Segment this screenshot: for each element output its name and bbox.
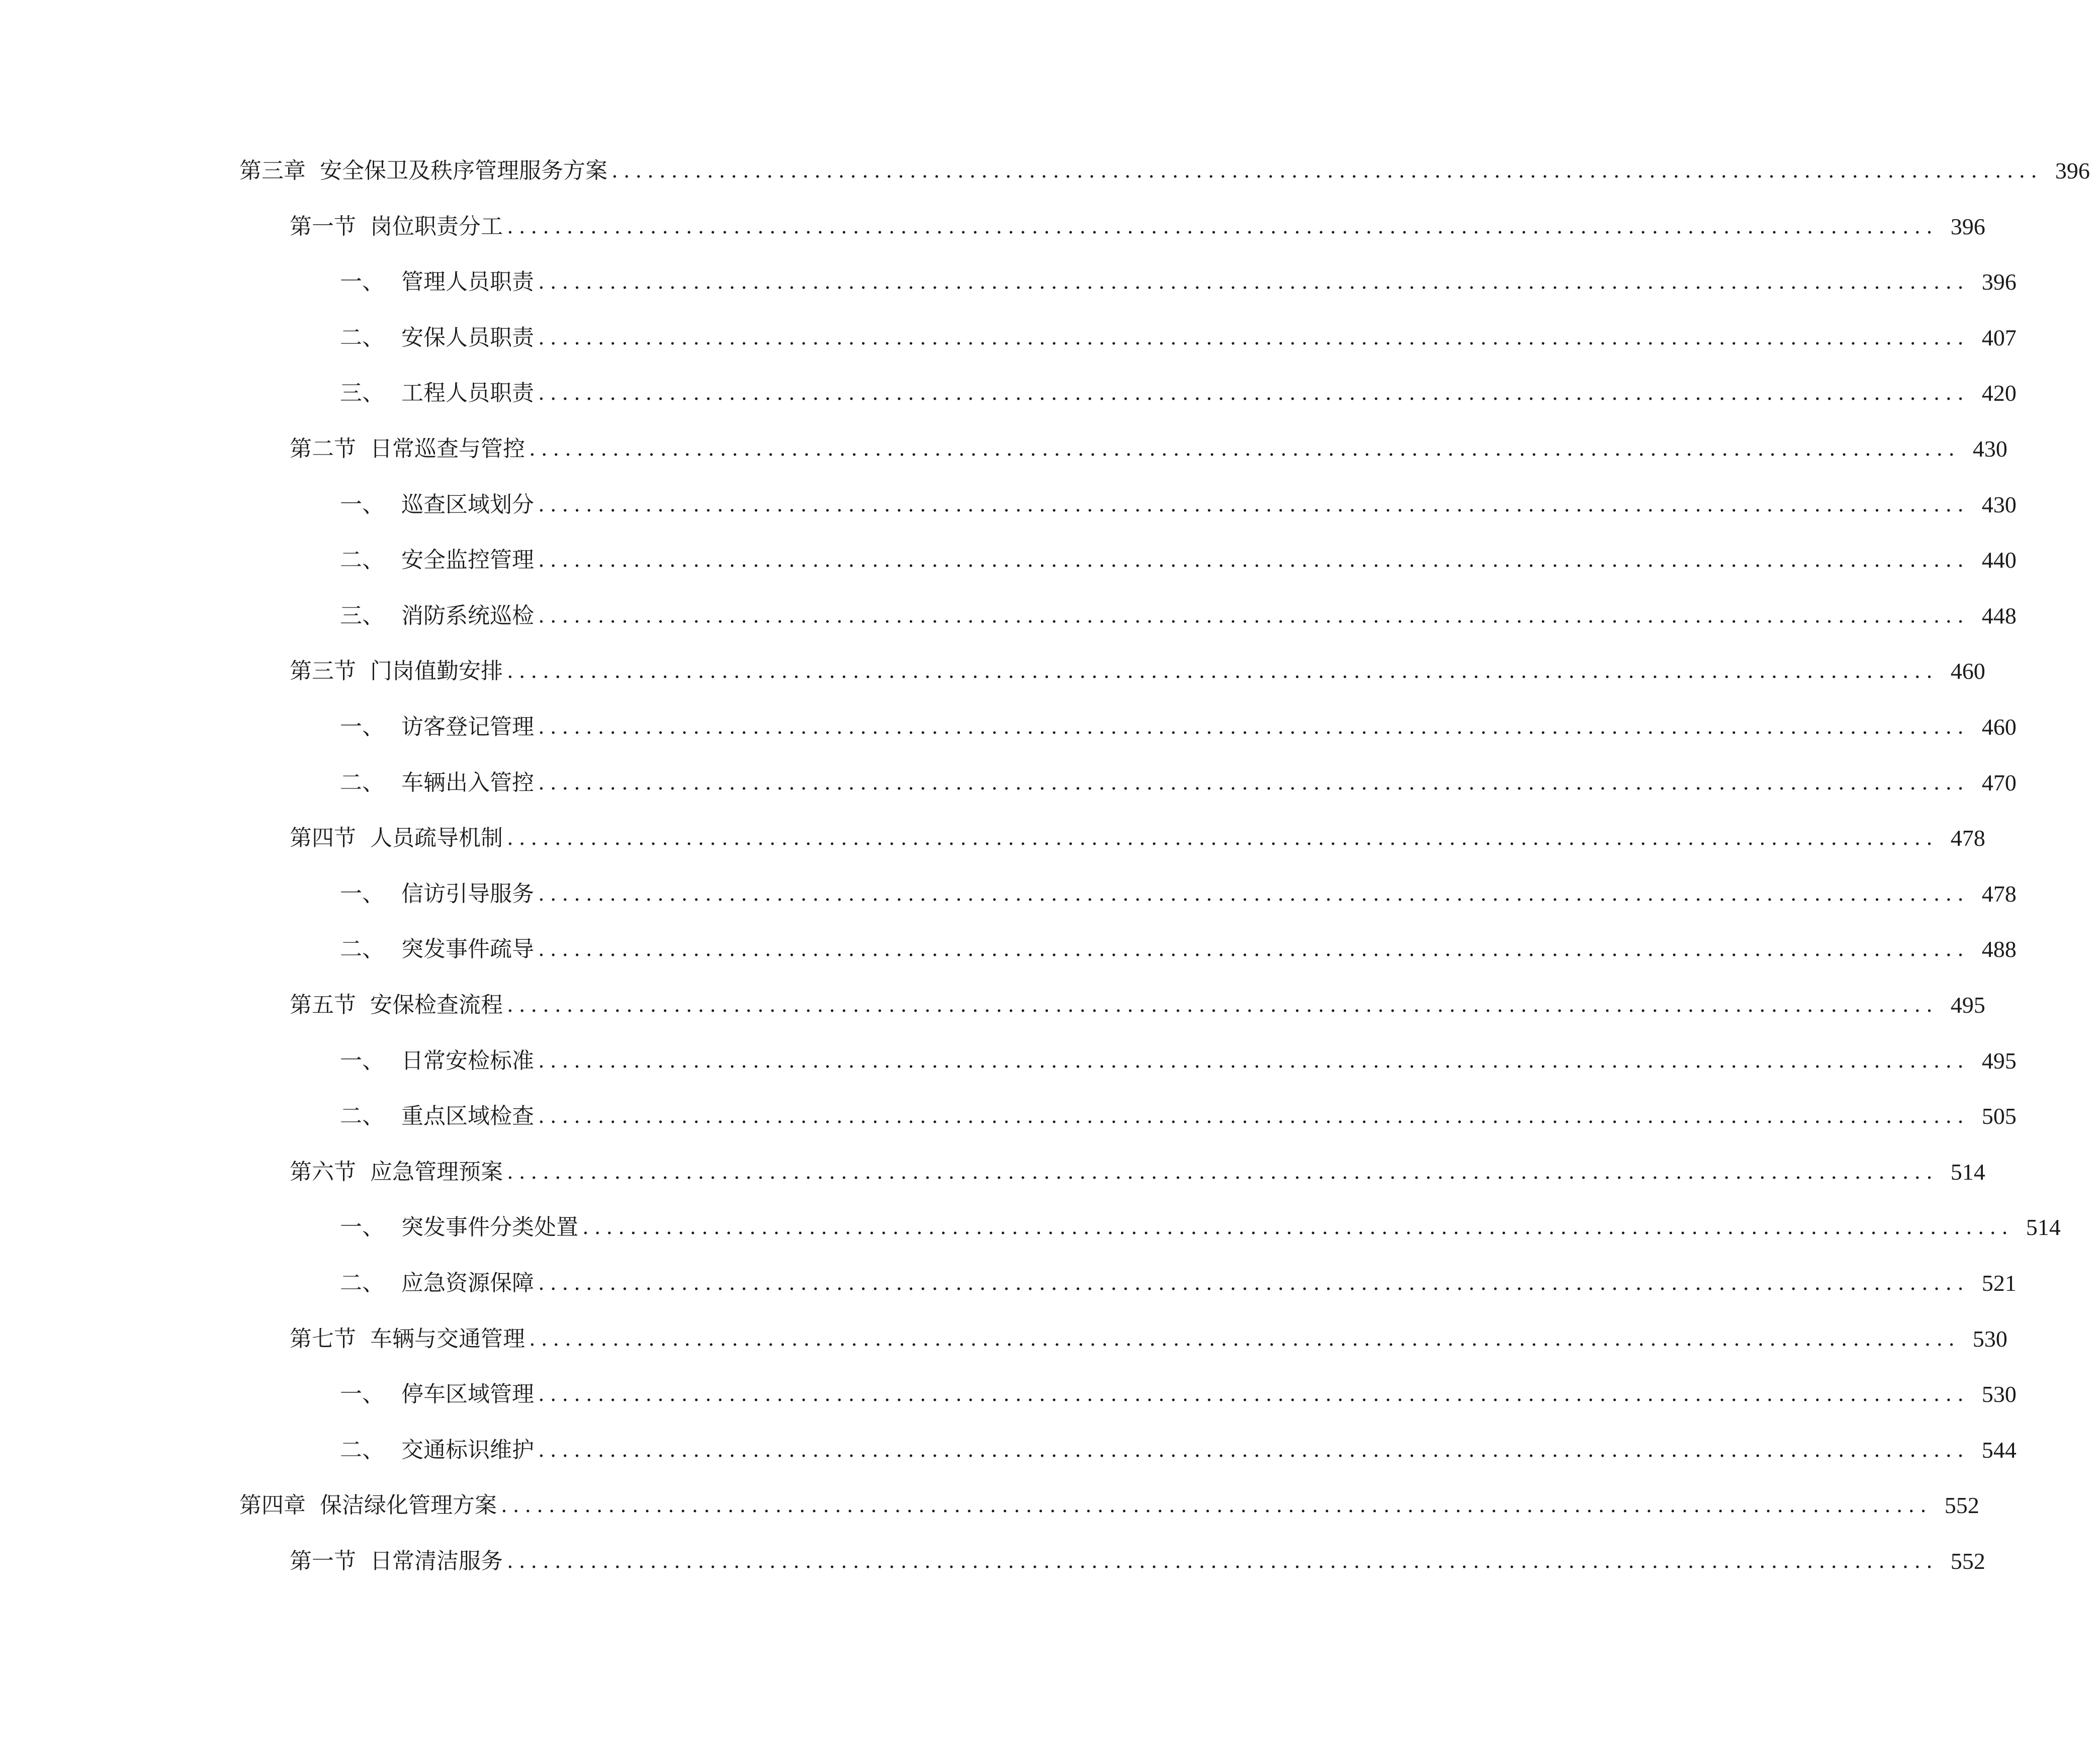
toc-entry[interactable] [340, 874, 2017, 914]
toc-entry-page-number: 521 [1981, 1270, 2017, 1296]
toc-entry-number: 第三章 [239, 158, 306, 184]
toc-entry[interactable] [340, 763, 2017, 803]
dot-leader: ........................................................................................................................ [538, 1438, 1969, 1462]
toc-entry[interactable] [340, 1096, 2017, 1136]
toc-entry-number: 三、 [340, 602, 384, 629]
dot-leader: ........................................................................................................................ [538, 716, 1969, 739]
toc-entry-title: 门岗值勤安排 [370, 658, 503, 684]
dot-leader: ........................................................................................................................ [538, 604, 1969, 628]
toc-entry-title: 工程人员职责 [401, 380, 534, 406]
toc-entry-page-number: 420 [1981, 380, 2017, 406]
toc-entry[interactable] [340, 1374, 2017, 1415]
toc-entry[interactable] [340, 485, 2017, 525]
toc-entry-page-number: 478 [1950, 825, 1985, 851]
dot-leader: ........................................................................................................................ [507, 660, 1938, 683]
toc-entry-title: 停车区域管理 [401, 1381, 534, 1407]
dot-leader: ........................................................................................................................ [582, 1216, 2014, 1240]
toc-entry-page-number: 396 [2055, 158, 2090, 184]
toc-entry-title: 重点区域检查 [401, 1103, 534, 1129]
toc-entry-page-number: 488 [1981, 936, 2017, 962]
toc-entry[interactable] [340, 707, 2017, 747]
toc-entry-title: 车辆与交通管理 [370, 1326, 525, 1352]
toc-entry-title: 应急管理预案 [370, 1159, 503, 1185]
toc-entry-title: 岗位职责分工 [370, 213, 503, 239]
toc-entry-page-number: 430 [1981, 491, 2017, 517]
toc-entry-number: 第四节 [290, 825, 356, 851]
toc-entry[interactable] [290, 207, 1985, 247]
toc-entry-number: 一、 [340, 714, 384, 740]
toc-entry[interactable] [290, 985, 1985, 1025]
toc-entry-number: 第六节 [290, 1159, 356, 1185]
toc-entry[interactable] [340, 1041, 2017, 1081]
toc-entry-page-number: 544 [1981, 1437, 2017, 1463]
dot-leader: ........................................................................................................................ [538, 271, 1969, 294]
toc-entry-number: 二、 [340, 547, 384, 573]
toc-entry-title: 保洁绿化管理方案 [320, 1492, 497, 1519]
toc-entry-title: 信访引导服务 [401, 880, 534, 907]
toc-entry-page-number: 396 [1950, 213, 1985, 239]
toc-entry-title: 日常清洁服务 [370, 1548, 503, 1574]
toc-entry-title: 安全监控管理 [401, 547, 534, 573]
toc-entry[interactable] [290, 818, 1985, 858]
toc-entry-number: 一、 [340, 491, 384, 517]
toc-entry[interactable] [340, 540, 2017, 580]
dot-leader: ........................................................................................................................ [507, 1550, 1938, 1573]
dot-leader: ........................................................................................................................ [538, 938, 1969, 961]
toc-entry-number: 二、 [340, 936, 384, 962]
toc-entry-title: 人员疏导机制 [370, 825, 503, 851]
toc-entry-page-number: 460 [1950, 658, 1985, 684]
toc-entry-title: 安保人员职责 [401, 324, 534, 350]
dot-leader: ........................................................................................................................ [507, 1160, 1938, 1184]
toc-entry-title: 巡查区域划分 [401, 491, 534, 517]
toc-entry-title: 应急资源保障 [401, 1270, 534, 1296]
dot-leader: ........................................................................................................................ [612, 159, 2043, 183]
dot-leader: ........................................................................................................................ [507, 994, 1938, 1017]
toc-entry[interactable] [290, 1319, 2008, 1359]
toc-entry-number: 二、 [340, 1270, 384, 1296]
dot-leader: ........................................................................................................................ [529, 437, 1960, 461]
dot-leader: ........................................................................................................................ [538, 882, 1969, 906]
toc-entry-title: 车辆出入管控 [401, 769, 534, 796]
dot-leader: ........................................................................................................................ [501, 1494, 1932, 1518]
toc-entry-number: 一、 [340, 1047, 384, 1074]
toc-entry-title: 安保检查流程 [370, 992, 503, 1018]
toc-entry[interactable] [290, 429, 2008, 469]
toc-entry[interactable] [340, 596, 2017, 636]
toc-entry-page-number: 495 [1981, 1047, 2017, 1074]
dot-leader: ........................................................................................................................ [538, 771, 1969, 795]
toc-entry-page-number: 530 [1972, 1326, 2008, 1352]
toc-entry[interactable] [239, 151, 2090, 191]
toc-entry-number: 第三节 [290, 658, 356, 684]
dot-leader: ........................................................................................................................ [538, 549, 1969, 572]
dot-leader: ........................................................................................................................ [538, 1049, 1969, 1073]
toc-entry-page-number: 505 [1981, 1103, 2017, 1129]
dot-leader: ........................................................................................................................ [529, 1327, 1960, 1351]
dot-leader: ........................................................................................................................ [507, 215, 1938, 238]
dot-leader: ........................................................................................................................ [538, 326, 1969, 349]
dot-leader: ........................................................................................................................ [538, 382, 1969, 405]
toc-entry-number: 第一节 [290, 213, 356, 239]
toc-entry-number: 一、 [340, 1214, 384, 1241]
toc-entry-page-number: 470 [1981, 769, 2017, 796]
toc-entry-page-number: 552 [1944, 1492, 1979, 1519]
dot-leader: ........................................................................................................................ [538, 1272, 1969, 1295]
dot-leader: ........................................................................................................................ [538, 1383, 1969, 1406]
toc-entry[interactable] [340, 1207, 2061, 1248]
toc-entry-title: 访客登记管理 [401, 714, 534, 740]
toc-entry-title: 日常巡查与管控 [370, 436, 525, 462]
toc-entry-title: 交通标识维护 [401, 1437, 534, 1463]
toc-entry-title: 安全保卫及秩序管理服务方案 [320, 158, 607, 184]
dot-leader: ........................................................................................................................ [538, 493, 1969, 516]
toc-entry[interactable] [340, 929, 2017, 969]
toc-entry-title: 消防系统巡检 [401, 602, 534, 629]
toc-entry-page-number: 530 [1981, 1381, 2017, 1407]
toc-entry-title: 突发事件分类处置 [401, 1214, 578, 1241]
toc-entry-page-number: 495 [1950, 992, 1985, 1018]
toc-entry-number: 第一节 [290, 1548, 356, 1574]
toc-entry-page-number: 407 [1981, 324, 2017, 350]
toc-entry[interactable] [340, 1263, 2017, 1303]
toc-entry[interactable] [340, 373, 2017, 413]
toc-entry[interactable] [340, 262, 2017, 302]
toc-entry[interactable] [290, 1152, 1985, 1192]
toc-entry-page-number: 430 [1972, 436, 2008, 462]
toc-entry-number: 二、 [340, 324, 384, 350]
toc-entry-page-number: 478 [1981, 880, 2017, 907]
dot-leader: ........................................................................................................................ [538, 1105, 1969, 1128]
toc-entry-number: 二、 [340, 769, 384, 796]
toc-entry[interactable] [290, 651, 1985, 691]
toc-entry-number: 一、 [340, 269, 384, 295]
toc-entry-title: 管理人员职责 [401, 269, 534, 295]
toc-entry[interactable] [340, 318, 2017, 358]
toc-entry-number: 第四章 [239, 1492, 306, 1519]
toc-entry-number: 第五节 [290, 992, 356, 1018]
toc-entry-page-number: 448 [1981, 602, 2017, 629]
toc-entry-title: 突发事件疏导 [401, 936, 534, 962]
toc-entry-number: 二、 [340, 1437, 384, 1463]
toc-entry-page-number: 460 [1981, 714, 2017, 740]
toc-entry-page-number: 514 [1950, 1159, 1985, 1185]
dot-leader: ........................................................................................................................ [507, 827, 1938, 850]
toc-entry-page-number: 440 [1981, 547, 2017, 573]
toc-entry-number: 一、 [340, 880, 384, 907]
toc-entry[interactable] [290, 1541, 1985, 1581]
toc-entry-page-number: 396 [1981, 269, 2017, 295]
toc-entry[interactable] [340, 1430, 2017, 1470]
toc-entry-number: 一、 [340, 1381, 384, 1407]
toc-entry-number: 第二节 [290, 436, 356, 462]
toc-entry-page-number: 514 [2026, 1214, 2061, 1241]
toc-entry-page-number: 552 [1950, 1548, 1985, 1574]
toc-entry-title: 日常安检标准 [401, 1047, 534, 1074]
toc-entry-number: 第七节 [290, 1326, 356, 1352]
toc-entry-number: 二、 [340, 1103, 384, 1129]
toc-entry-number: 三、 [340, 380, 384, 406]
toc-entry[interactable] [239, 1485, 1979, 1526]
